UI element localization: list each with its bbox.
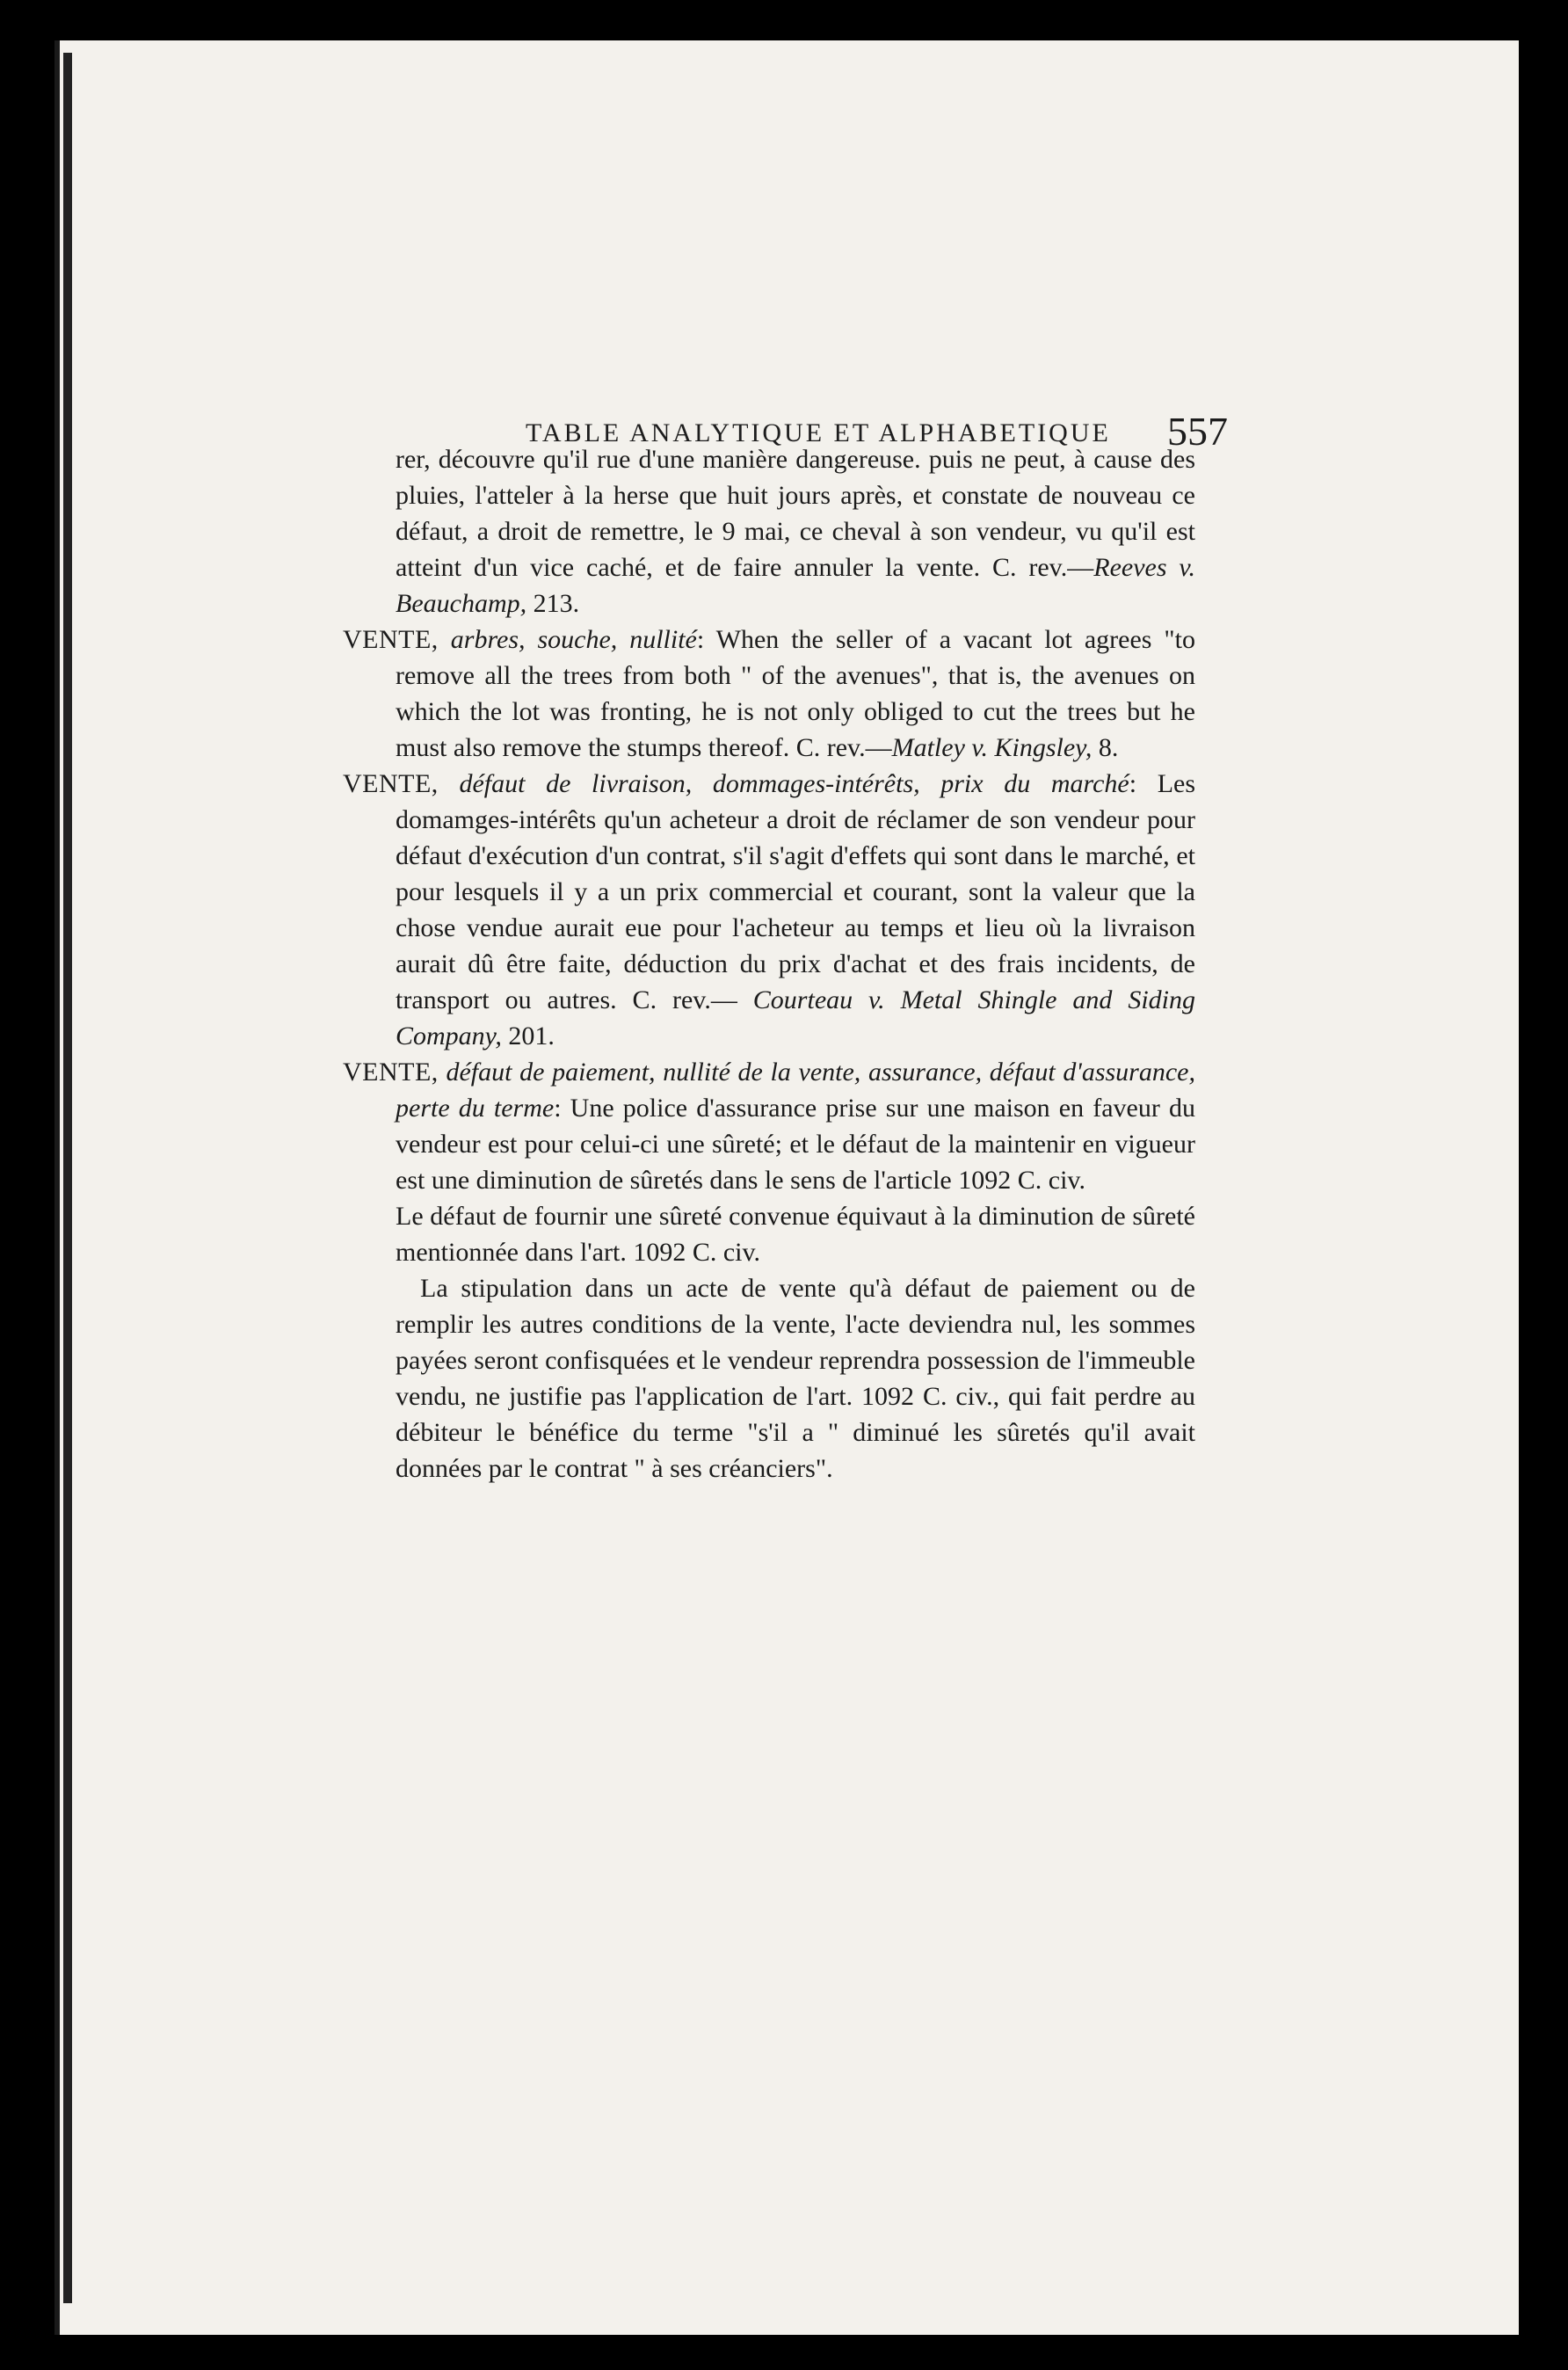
case-name: Reeves v. Beauchamp,	[396, 553, 1195, 618]
entry-keyword: VENTE,	[343, 625, 439, 654]
entry-keyword: VENTE,	[343, 1058, 439, 1087]
entry-topics: arbres, souche, nullité	[438, 625, 697, 654]
entry-topics: défaut de paiement, nullité de la vente, assurance, défaut d'assurance, perte du terme	[396, 1058, 1195, 1123]
case-name: Courteau v. Metal Shingle and Siding Company,	[396, 985, 1195, 1051]
binding-edge	[63, 53, 72, 2303]
sub-paragraph: Le défaut de fournir une sûreté convenue équivaut à la diminution de sûreté mentionnée dans l'art. 1092 C. civ.	[396, 1202, 1195, 1267]
continued-entry: rer, découvre qu'il rue d'une manière dangereuse. puis ne peut, à cause des pluies, l'atteler à la herse que huit jours après, et constate de nouveau ce défaut, a droit de remettre, le 9 mai, ce cheval à son vendeur, vu qu'il est atteint d'un vice caché, et de faire annuler la vente. C. rev.—Reeves v. Beauchamp, 213.	[396, 445, 1195, 618]
sub-paragraph: La stipulation dans un acte de vente qu'à défaut de paiement ou de remplir les autres conditions de la vente, l'acte deviendra nul, les sommes payées seront confisquées et le vendeur reprendra possession de l'immeuble vendu, ne justifie pas l'application de l'art. 1092 C. civ., qui fait perdre au débiteur le bénéfice du terme "s'il a " diminué les sûretés qu'il avait données par le contrat " à ses créanciers".	[396, 1274, 1195, 1483]
index-content	[343, 441, 1195, 1487]
case-name: Matley v. Kingsley,	[891, 733, 1093, 762]
index-entry: VENTE, défaut de livraison, dommages-intérêts, prix du marché: Les domamges-intérêts qu'un acheteur a droit de réclamer de son vendeur pour défaut d'exécution d'un contrat, s'il s'agit d'effets qui sont dans le marché, et pour lesquels il y a un prix commercial et courant, sont la valeur que la chose vendue aurait eue pour l'acheteur au temps et lieu où la livraison aurait dû être faite, déduction du prix d'achat et des frais incidents, de transport ou autres. C. rev.— Courteau v. Metal Shingle and Siding Company, 201.	[343, 769, 1196, 1051]
running-title: TABLE ANALYTIQUE ET ALPHABETIQUE	[526, 418, 1111, 447]
entry-topics: défaut de livraison, dommages-intérêts, prix du marché	[438, 769, 1129, 798]
index-entry: VENTE, arbres, souche, nullité: When the seller of a vacant lot agrees "to remove all the trees from both " of the avenues", that is, the avenues on which the lot was fronting, he is not only obliged to cut the trees but he must also remove the stumps thereof. C. rev.—Matley v. Kingsley, 8.	[343, 625, 1195, 762]
entry-keyword: VENTE,	[343, 769, 439, 798]
page-number: 557	[1167, 409, 1228, 454]
index-entry: VENTE, défaut de paiement, nullité de la vente, assurance, défaut d'assurance, perte du terme: Une police d'assurance prise sur une maison en faveur du vendeur est pour celui-ci une sûreté; et le défaut de la maintenir en vigueur est une diminution de sûretés dans le sens de l'article 1092 C. civ.	[343, 1058, 1195, 1195]
